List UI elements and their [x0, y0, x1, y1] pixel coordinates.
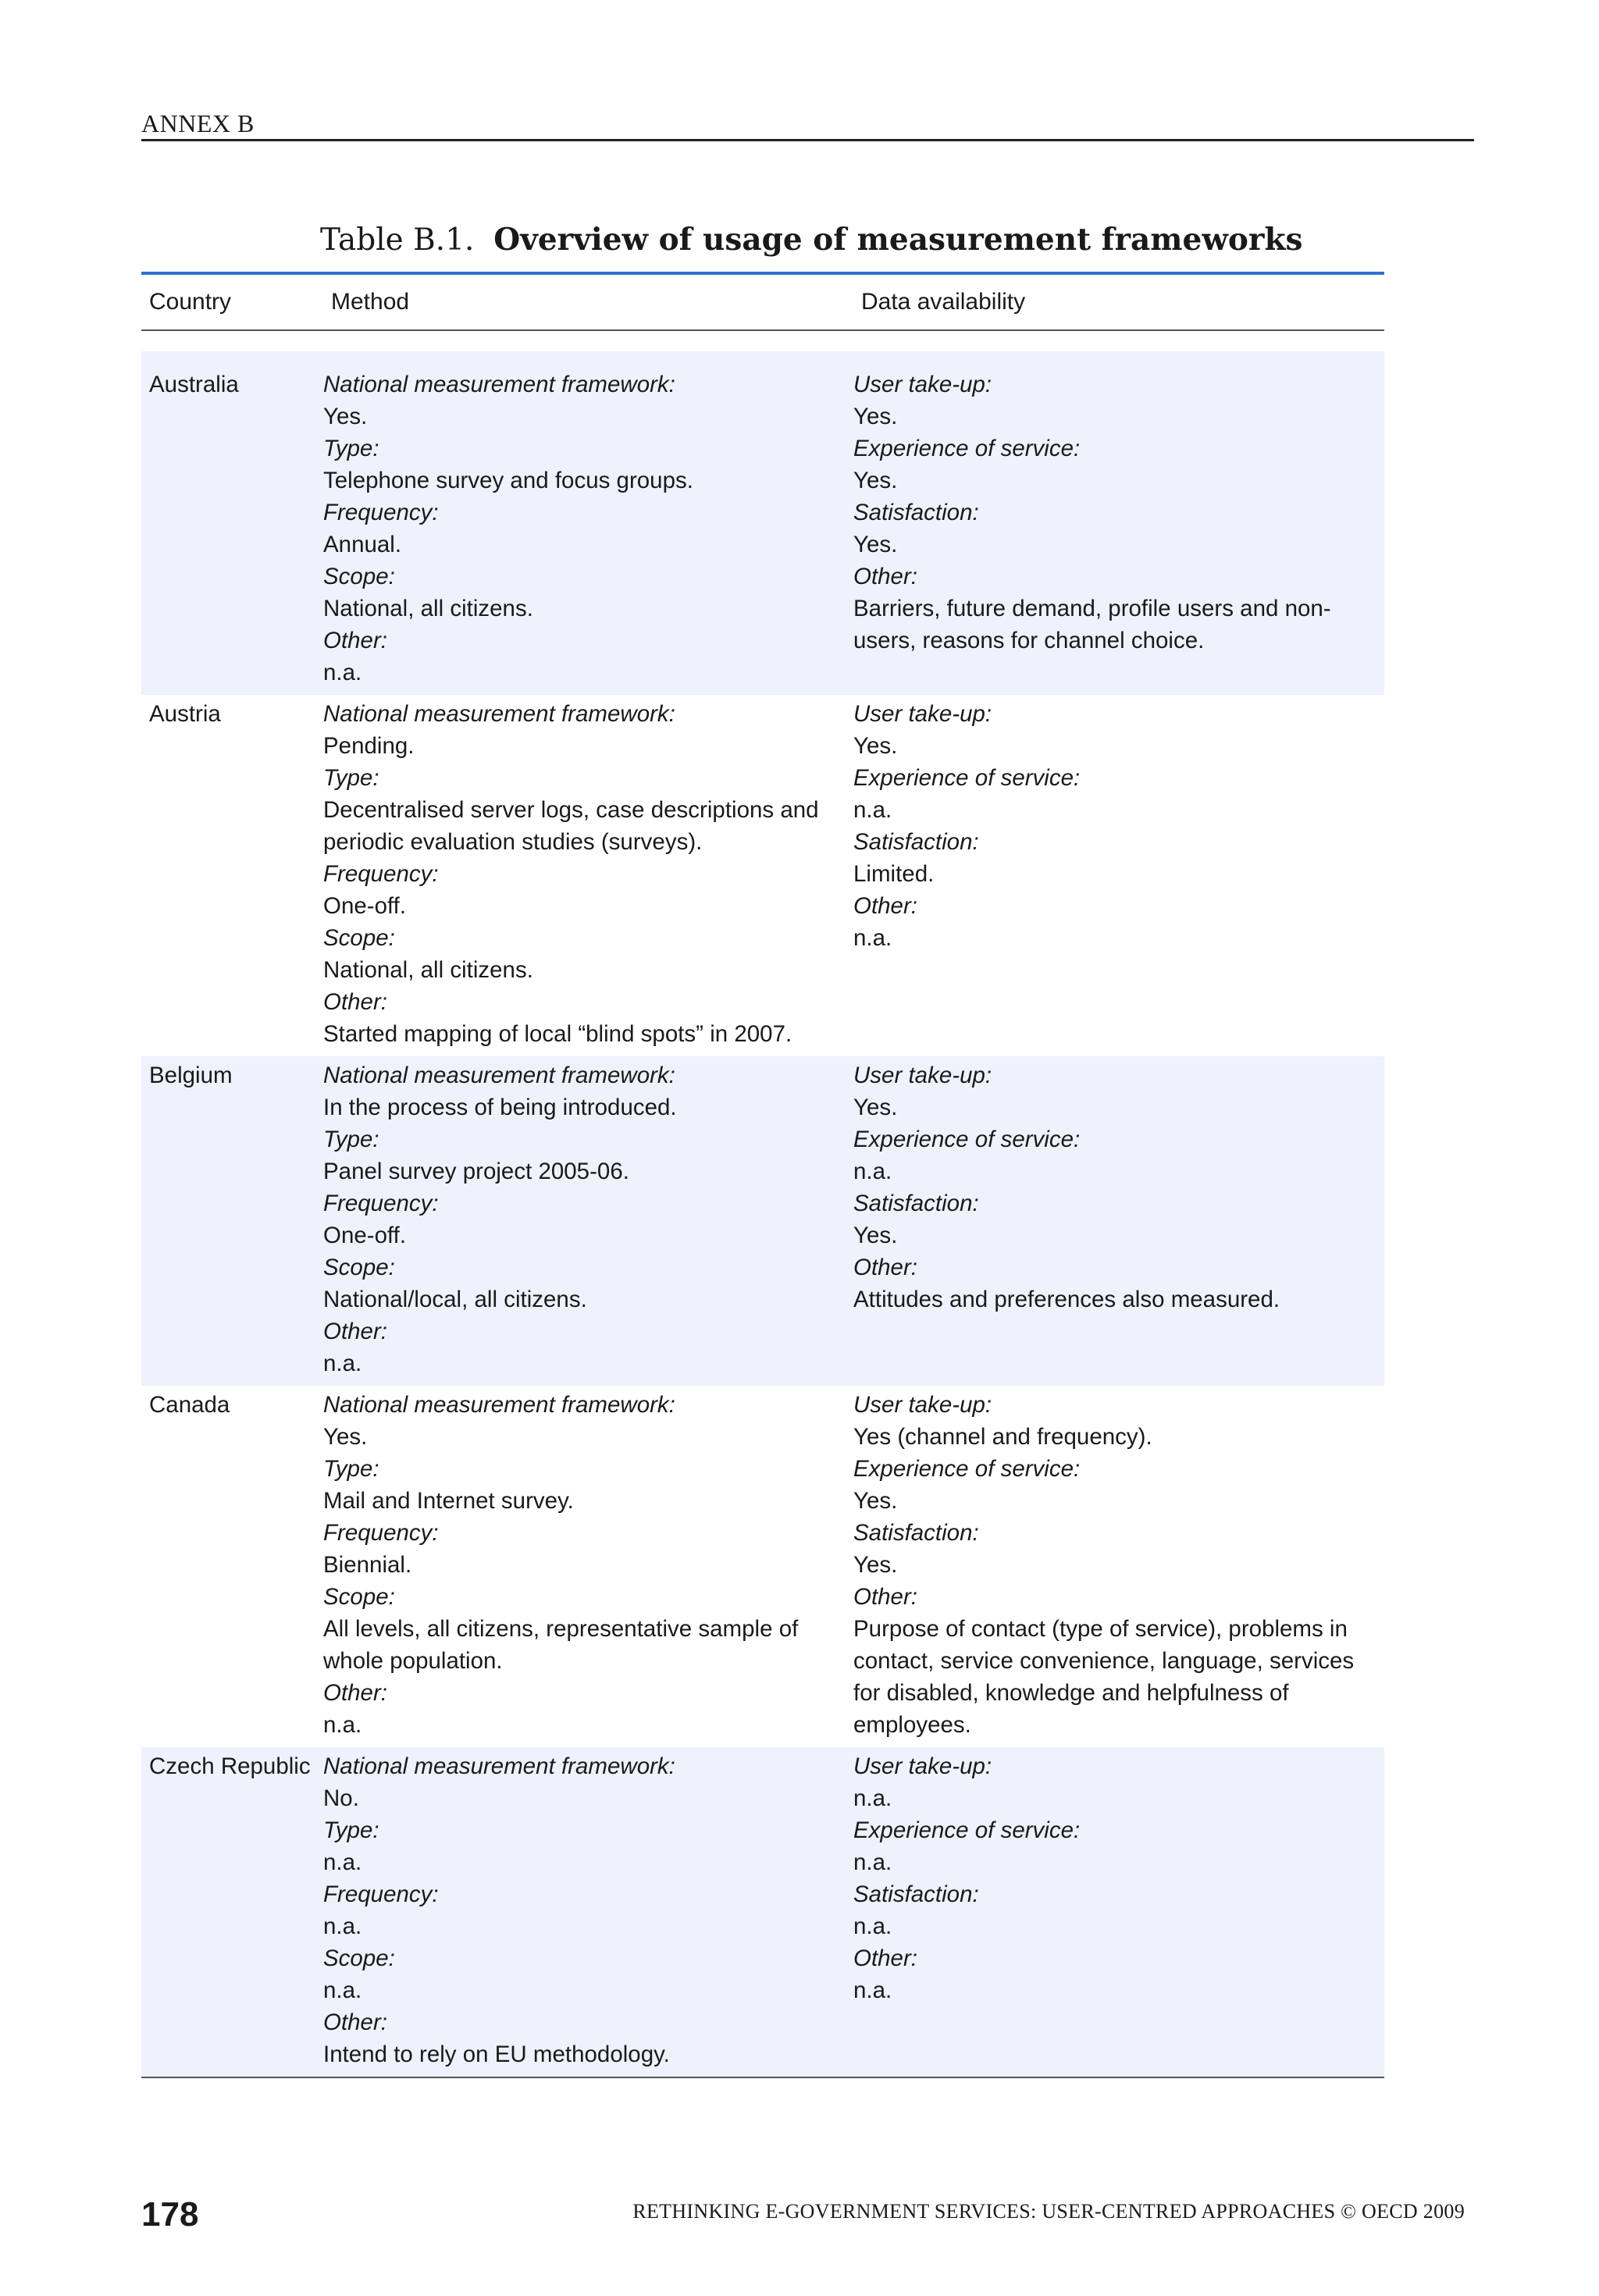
- field-value: National, all citizens.: [323, 957, 533, 983]
- field-value: Intend to rely on EU methodology.: [323, 2041, 670, 2067]
- field-label: Other:: [853, 564, 917, 589]
- field-label: Type:: [323, 436, 379, 461]
- field-value: Yes.: [853, 1223, 898, 1248]
- field-value: n.a.: [853, 1913, 892, 1939]
- field-value: Yes.: [323, 1424, 368, 1450]
- column-header-method: Method: [331, 289, 410, 315]
- field-value: Panel survey project 2005-06.: [323, 1159, 629, 1184]
- field-value: n.a.: [853, 1849, 892, 1875]
- table-title-text: Overview of usage of measurement frameworks: [493, 222, 1303, 258]
- method-cell: [323, 1747, 853, 2077]
- table-bottom-rule: [141, 2077, 1384, 2078]
- field-value: All levels, all citizens, representative sample of whole population.: [323, 1616, 799, 1674]
- field-value: Attitudes and preferences also measured.: [853, 1287, 1280, 1312]
- field-label: Type:: [323, 1127, 379, 1152]
- field-label: Frequency:: [323, 1520, 439, 1546]
- country-cell: [141, 1386, 323, 1747]
- field-value: n.a.: [323, 1351, 362, 1376]
- field-value: Yes (channel and frequency).: [853, 1424, 1152, 1450]
- field-label: Other:: [323, 2009, 387, 2035]
- header-rule: [141, 139, 1474, 141]
- field-label: User take-up:: [853, 372, 992, 397]
- field-label: Experience of service:: [853, 1127, 1081, 1152]
- table-row: [141, 1056, 1384, 1386]
- field-label: Frequency:: [323, 1881, 439, 1907]
- field-value: Yes.: [853, 404, 898, 429]
- field-label: Satisfaction:: [853, 1520, 979, 1546]
- field-value: n.a.: [853, 925, 892, 951]
- method-cell: [323, 351, 853, 695]
- field-label: Type:: [323, 1456, 379, 1482]
- field-value: Annual.: [323, 532, 402, 557]
- header-gap: [141, 331, 1384, 351]
- field-label: Other:: [853, 893, 917, 919]
- field-label: Scope:: [323, 925, 395, 951]
- field-label: Experience of service:: [853, 1456, 1081, 1482]
- table-row: [141, 1747, 1384, 2077]
- field-value: National/local, all citizens.: [323, 1287, 587, 1312]
- field-label: Satisfaction:: [853, 829, 979, 855]
- field-label: Scope:: [323, 1945, 395, 1971]
- field-label: Frequency:: [323, 861, 439, 887]
- table-row: [141, 1386, 1384, 1747]
- field-value: n.a.: [323, 1977, 362, 2003]
- field-value: Mail and Internet survey.: [323, 1488, 574, 1514]
- field-label: National measurement framework:: [323, 701, 675, 727]
- data-availability-cell: [853, 695, 1384, 1056]
- field-value: n.a.: [323, 1913, 362, 1939]
- table-body: [141, 351, 1384, 2077]
- field-label: National measurement framework:: [323, 372, 675, 397]
- field-value: n.a.: [853, 1785, 892, 1811]
- field-value: Purpose of contact (type of service), problems in contact, service convenience, language, services for disabled, knowledge and helpfulness of employees.: [853, 1616, 1355, 1738]
- field-label: Type:: [323, 765, 379, 791]
- field-label: Type:: [323, 1817, 379, 1843]
- field-value: n.a.: [853, 797, 892, 823]
- column-header-data-availability: Data availability: [861, 289, 1026, 315]
- field-value: Limited.: [853, 861, 935, 887]
- table-row: [141, 351, 1384, 695]
- field-label: Experience of service:: [853, 436, 1081, 461]
- column-header-country: Country: [149, 289, 232, 315]
- field-label: Other:: [323, 628, 387, 653]
- table-header-row: [141, 275, 1384, 331]
- measurement-frameworks-table: [141, 272, 1384, 2078]
- method-cell: [323, 695, 853, 1056]
- field-value: n.a.: [323, 660, 362, 685]
- country-cell: [141, 351, 323, 695]
- field-value: n.a.: [853, 1159, 892, 1184]
- data-availability-cell: [853, 1056, 1384, 1386]
- method-cell: [323, 1386, 853, 1747]
- field-label: Scope:: [323, 1255, 395, 1280]
- field-value: One-off.: [323, 893, 407, 919]
- field-value: Biennial.: [323, 1552, 412, 1578]
- field-label: National measurement framework:: [323, 1392, 675, 1418]
- country-cell: [141, 1747, 323, 2077]
- field-label: Frequency:: [323, 500, 439, 525]
- field-value: Barriers, future demand, profile users and non-users, reasons for channel choice.: [853, 596, 1331, 653]
- field-label: Experience of service:: [853, 765, 1081, 791]
- field-label: Frequency:: [323, 1191, 439, 1216]
- field-label: Experience of service:: [853, 1817, 1081, 1843]
- field-value: Yes.: [853, 733, 898, 759]
- field-label: User take-up:: [853, 701, 992, 727]
- field-value: n.a.: [323, 1849, 362, 1875]
- field-label: National measurement framework:: [323, 1753, 675, 1779]
- field-value: Pending.: [323, 733, 415, 759]
- field-label: Satisfaction:: [853, 1881, 979, 1907]
- field-label: Scope:: [323, 1584, 395, 1610]
- data-availability-cell: [853, 1747, 1384, 2077]
- field-value: Started mapping of local “blind spots” in 2007.: [323, 1021, 792, 1047]
- field-value: One-off.: [323, 1223, 407, 1248]
- field-label: Other:: [853, 1945, 917, 1971]
- field-value: Yes.: [853, 532, 898, 557]
- field-label: User take-up:: [853, 1063, 992, 1088]
- field-label: Other:: [853, 1584, 917, 1610]
- field-label: Satisfaction:: [853, 1191, 979, 1216]
- field-value: In the process of being introduced.: [323, 1095, 677, 1120]
- field-value: No.: [323, 1785, 359, 1811]
- publication-footer: RETHINKING E-GOVERNMENT SERVICES: USER-CENTRED APPROACHES © OECD 2009: [632, 2200, 1465, 2223]
- field-value: n.a.: [323, 1712, 362, 1738]
- table-title: [320, 222, 1302, 258]
- field-label: Other:: [853, 1255, 917, 1280]
- data-availability-cell: [853, 351, 1384, 695]
- field-value: Yes.: [853, 1488, 898, 1514]
- country-cell: [141, 1056, 323, 1386]
- field-value: Yes.: [323, 404, 368, 429]
- country-cell: [141, 695, 323, 1056]
- field-label: Other:: [323, 989, 387, 1015]
- country-name: Canada: [149, 1392, 230, 1418]
- field-label: Scope:: [323, 564, 395, 589]
- field-label: National measurement framework:: [323, 1063, 675, 1088]
- country-name: Austria: [149, 701, 221, 727]
- country-name: Czech Republic: [149, 1753, 311, 1779]
- field-label: User take-up:: [853, 1392, 992, 1418]
- field-value: n.a.: [853, 1977, 892, 2003]
- field-label: User take-up:: [853, 1753, 992, 1779]
- table-row: [141, 695, 1384, 1056]
- running-head: ANNEX B: [141, 109, 255, 137]
- field-label: Satisfaction:: [853, 500, 979, 525]
- country-name: Belgium: [149, 1063, 233, 1088]
- method-cell: [323, 1056, 853, 1386]
- field-label: Other:: [323, 1319, 387, 1344]
- table-label: Table B.1.: [320, 222, 475, 258]
- data-availability-cell: [853, 1386, 1384, 1747]
- page-number: 178: [141, 2195, 199, 2234]
- field-value: Yes.: [853, 1095, 898, 1120]
- field-label: Other:: [323, 1680, 387, 1706]
- field-value: National, all citizens.: [323, 596, 533, 621]
- field-value: Yes.: [853, 1552, 898, 1578]
- country-name: Australia: [149, 372, 239, 397]
- field-value: Yes.: [853, 468, 898, 493]
- field-value: Decentralised server logs, case descriptions and periodic evaluation studies (surveys).: [323, 797, 819, 855]
- field-value: Telephone survey and focus groups.: [323, 468, 693, 493]
